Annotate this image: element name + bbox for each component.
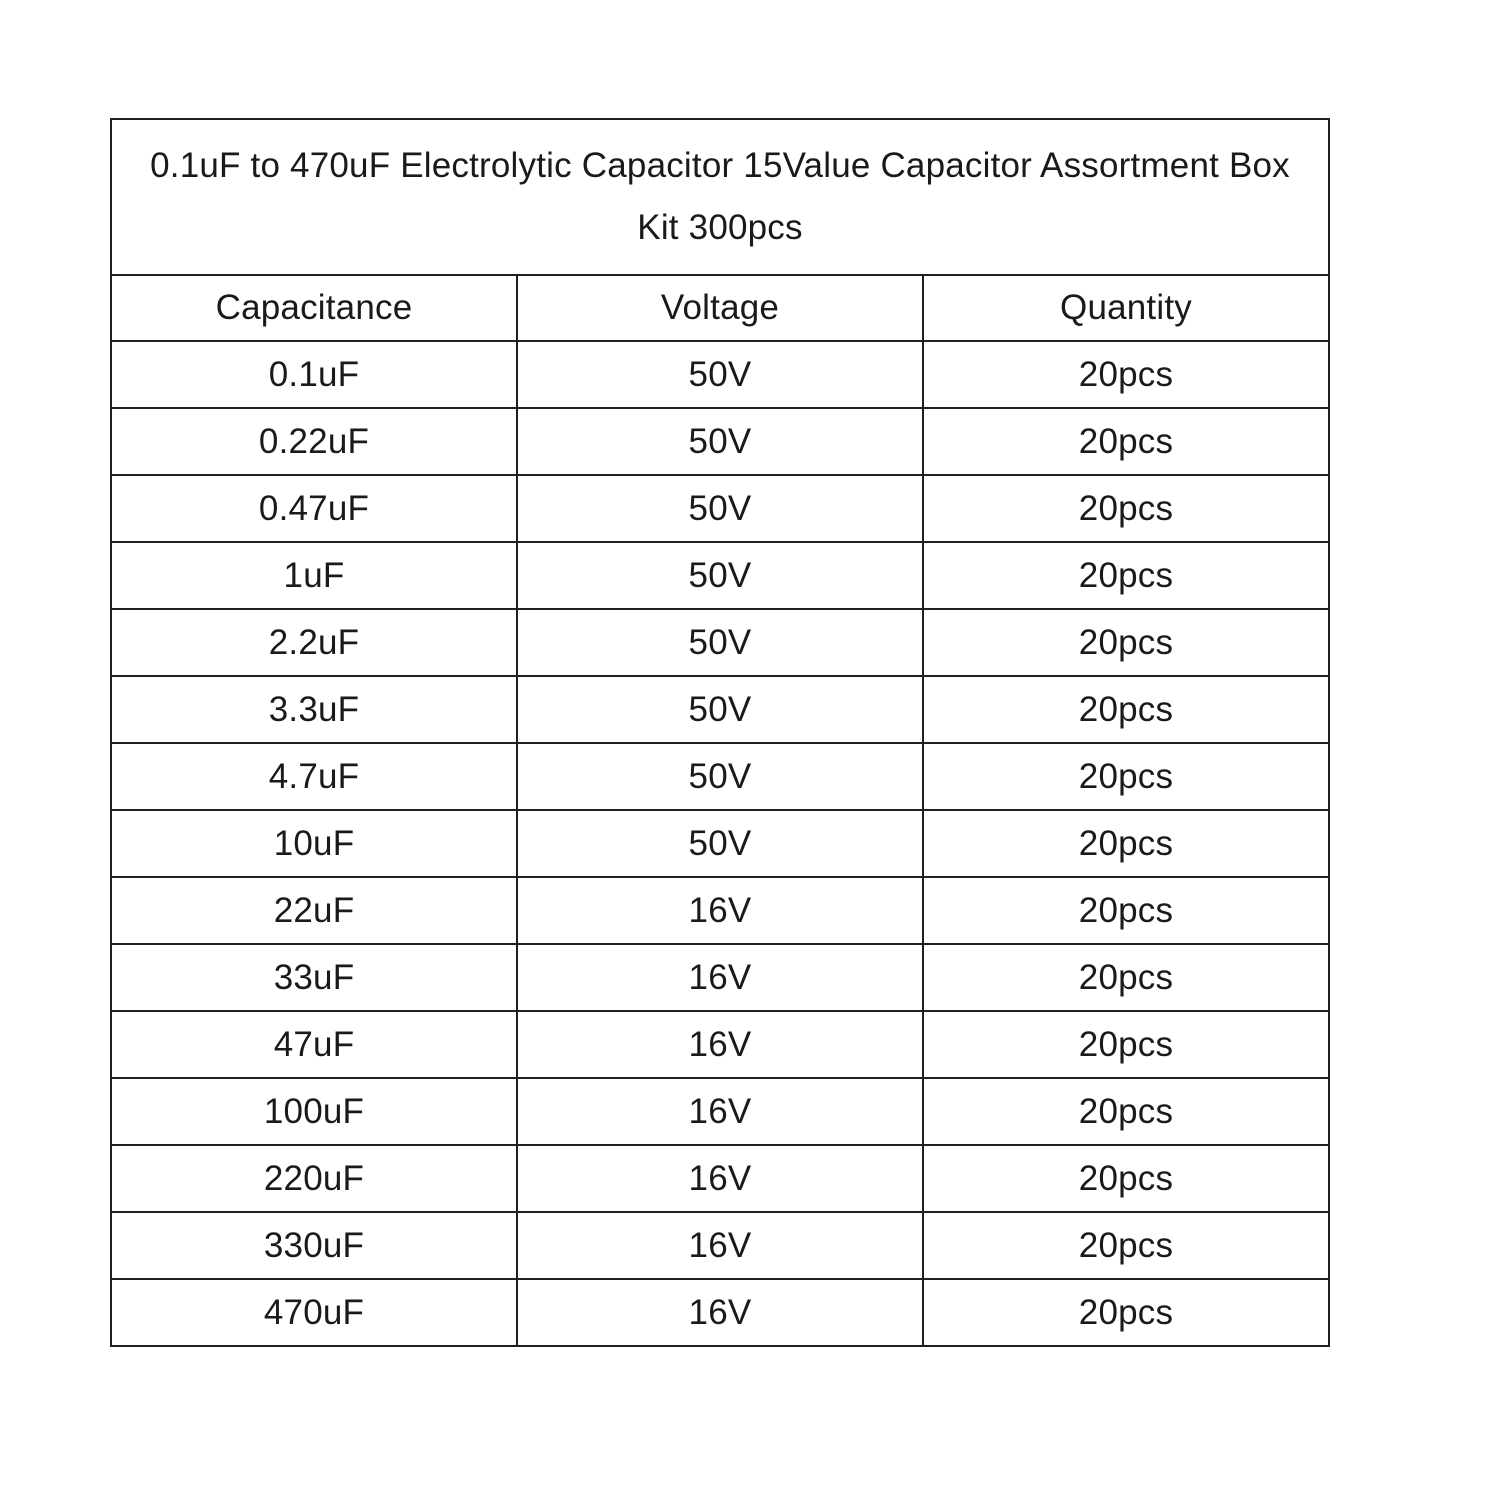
- voltage-cell: 16V: [517, 1145, 923, 1212]
- capacitance-cell: 4.7uF: [111, 743, 517, 810]
- capacitance-cell: 470uF: [111, 1279, 517, 1346]
- voltage-cell: 50V: [517, 542, 923, 609]
- quantity-cell: 20pcs: [923, 1145, 1329, 1212]
- voltage-cell: 16V: [517, 944, 923, 1011]
- header-voltage: Voltage: [517, 275, 923, 341]
- voltage-cell: 50V: [517, 609, 923, 676]
- capacitance-cell: 3.3uF: [111, 676, 517, 743]
- capacitance-cell: 1uF: [111, 542, 517, 609]
- quantity-cell: 20pcs: [923, 877, 1329, 944]
- table-row: [111, 743, 1329, 810]
- quantity-cell: 20pcs: [923, 408, 1329, 475]
- title-row: [111, 119, 1329, 275]
- table-row: [111, 944, 1329, 1011]
- table-row: [111, 676, 1329, 743]
- table-row: [111, 542, 1329, 609]
- capacitor-spec-table: [110, 118, 1330, 1347]
- quantity-cell: 20pcs: [923, 810, 1329, 877]
- table-row: [111, 1011, 1329, 1078]
- table-row: [111, 341, 1329, 408]
- quantity-cell: 20pcs: [923, 944, 1329, 1011]
- capacitance-cell: 220uF: [111, 1145, 517, 1212]
- capacitance-cell: 2.2uF: [111, 609, 517, 676]
- capacitance-cell: 0.22uF: [111, 408, 517, 475]
- capacitance-cell: 47uF: [111, 1011, 517, 1078]
- quantity-cell: 20pcs: [923, 609, 1329, 676]
- table-title: 0.1uF to 470uF Electrolytic Capacitor 15Value Capacitor Assortment Box Kit 300pcs: [111, 119, 1329, 275]
- capacitance-cell: 0.1uF: [111, 341, 517, 408]
- table-row: [111, 1212, 1329, 1279]
- table-row: [111, 1078, 1329, 1145]
- table-row: [111, 810, 1329, 877]
- quantity-cell: 20pcs: [923, 542, 1329, 609]
- voltage-cell: 16V: [517, 1212, 923, 1279]
- capacitance-cell: 10uF: [111, 810, 517, 877]
- quantity-cell: 20pcs: [923, 1279, 1329, 1346]
- voltage-cell: 50V: [517, 810, 923, 877]
- table-row: [111, 475, 1329, 542]
- capacitance-cell: 0.47uF: [111, 475, 517, 542]
- voltage-cell: 50V: [517, 475, 923, 542]
- capacitance-cell: 100uF: [111, 1078, 517, 1145]
- table-row: [111, 877, 1329, 944]
- table-row: [111, 1279, 1329, 1346]
- quantity-cell: 20pcs: [923, 1011, 1329, 1078]
- header-capacitance: Capacitance: [111, 275, 517, 341]
- quantity-cell: 20pcs: [923, 1212, 1329, 1279]
- quantity-cell: 20pcs: [923, 743, 1329, 810]
- table-row: [111, 1145, 1329, 1212]
- voltage-cell: 16V: [517, 877, 923, 944]
- capacitance-cell: 33uF: [111, 944, 517, 1011]
- table-row: [111, 609, 1329, 676]
- header-quantity: Quantity: [923, 275, 1329, 341]
- voltage-cell: 50V: [517, 408, 923, 475]
- quantity-cell: 20pcs: [923, 475, 1329, 542]
- quantity-cell: 20pcs: [923, 1078, 1329, 1145]
- quantity-cell: 20pcs: [923, 676, 1329, 743]
- voltage-cell: 16V: [517, 1279, 923, 1346]
- capacitance-cell: 22uF: [111, 877, 517, 944]
- voltage-cell: 50V: [517, 341, 923, 408]
- voltage-cell: 50V: [517, 743, 923, 810]
- voltage-cell: 50V: [517, 676, 923, 743]
- header-row: [111, 275, 1329, 341]
- voltage-cell: 16V: [517, 1011, 923, 1078]
- capacitance-cell: 330uF: [111, 1212, 517, 1279]
- table-row: [111, 408, 1329, 475]
- voltage-cell: 16V: [517, 1078, 923, 1145]
- quantity-cell: 20pcs: [923, 341, 1329, 408]
